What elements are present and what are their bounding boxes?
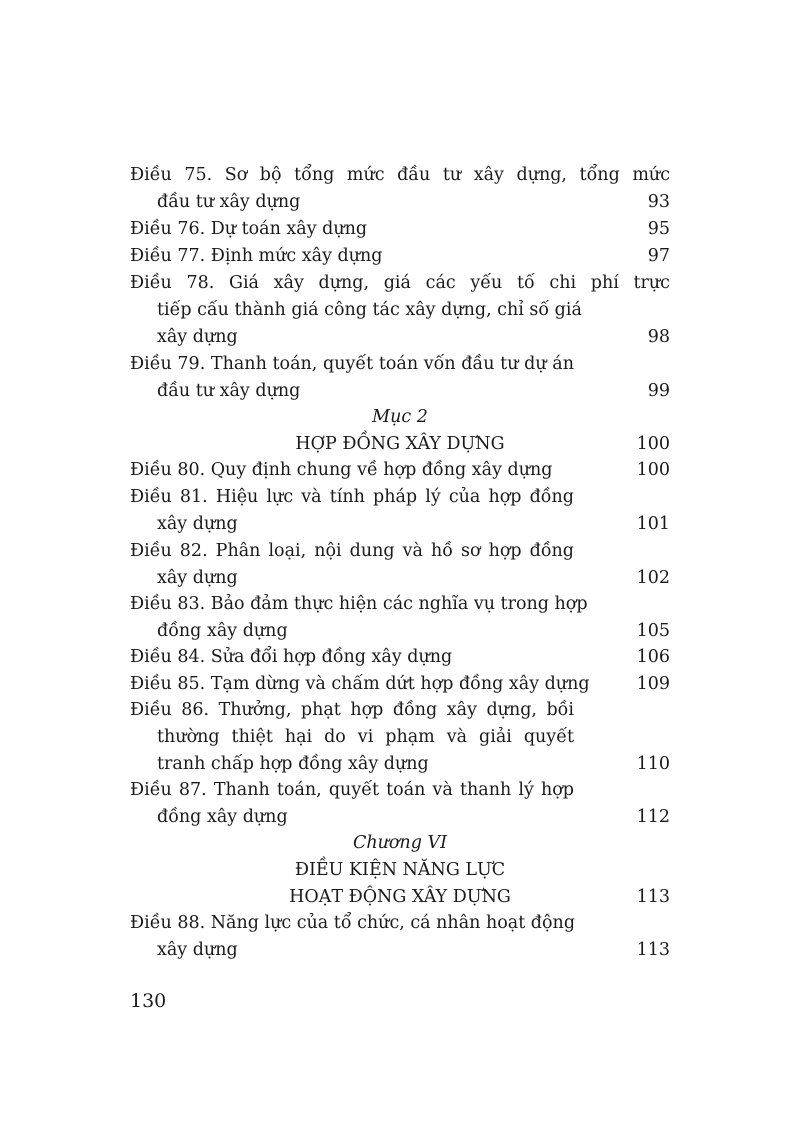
page-number: 97 (647, 246, 670, 266)
toc-entry-79-line-2: đầu tư xây dựng 99 (157, 378, 670, 405)
toc-entry-87-line-1: Điều 87. Thanh toán, quyết toán và thanh lý hợp (130, 780, 574, 800)
page-number: 102 (636, 568, 670, 588)
toc-entry-77: Điều 77. Định mức xây dựng 97 (130, 243, 670, 270)
toc-entry-78-line-1: Điều 78. Giá xây dựng, giá các yếu tố chi phí trực (130, 273, 670, 293)
page-number: 101 (636, 514, 670, 534)
page-number: 113 (636, 887, 670, 907)
page-number: 98 (647, 327, 670, 347)
toc-entry-76: Điều 76. Dự toán xây dựng 95 (130, 216, 670, 243)
toc-entry-88-line-1: Điều 88. Năng lực của tổ chức, cá nhân hoạt động (130, 913, 576, 933)
toc-entry-82-line-1: Điều 82. Phân loại, nội dung và hồ sơ hợp đồng (130, 541, 574, 561)
toc-entry-86-line-3: tranh chấp hợp đồng xây dựng 110 (157, 751, 670, 778)
toc-entry-78-line-3: xây dựng 98 (157, 324, 670, 351)
page-number: 95 (647, 219, 670, 239)
chapter-label: Chương VI (352, 833, 448, 853)
toc-entry-79-line-1: Điều 79. Thanh toán, quyết toán vốn đầu tư dự án (130, 354, 574, 374)
toc-entry-85: Điều 85. Tạm dừng và chấm dứt hợp đồng xây dựng 109 (130, 671, 670, 698)
page-number: 113 (636, 940, 670, 960)
toc-entry-80: Điều 80. Quy định chung về hợp đồng xây dựng 100 (130, 457, 670, 484)
chapter-title-line-2: HOẠT ĐỘNG XÂY DỰNG 113 (130, 884, 670, 911)
toc-entry-78-line-2: tiếp cấu thành giá công tác xây dựng, chỉ số giá (157, 300, 582, 320)
toc-entry-87-line-2: đồng xây dựng 112 (157, 804, 670, 831)
toc-entry-83-line-1: Điều 83. Bảo đảm thực hiện các nghĩa vụ trong hợp (130, 594, 588, 614)
page-number: 99 (647, 381, 670, 401)
toc-entry-84: Điều 84. Sửa đổi hợp đồng xây dựng 106 (130, 644, 670, 671)
toc-entry-82-line-2: xây dựng 102 (157, 565, 670, 592)
page-number: 110 (636, 754, 670, 774)
page-number: 106 (636, 647, 670, 667)
section-title: HỢP ĐỒNG XÂY DỰNG 100 (130, 431, 670, 458)
chapter-title-line-1: ĐIỀU KIỆN NĂNG LỰC (294, 860, 506, 880)
toc-entry-86-line-1: Điều 86. Thưởng, phạt hợp đồng xây dựng, bồi (130, 700, 574, 720)
toc-entry-75-line-2: đầu tư xây dựng 93 (157, 189, 670, 216)
section-label: Mục 2 (372, 407, 428, 427)
page-number: 100 (636, 434, 670, 454)
toc-entry-86-line-2: thường thiệt hại do vi phạm và giải quyết (157, 727, 574, 747)
page-number: 109 (636, 674, 670, 694)
page-number: 93 (647, 192, 670, 212)
toc-entry-81-line-1: Điều 81. Hiệu lực và tính pháp lý của hợp đồng (130, 487, 574, 507)
page-folio: 130 (130, 990, 167, 1012)
page-number: 100 (636, 460, 670, 480)
toc-entry-75-line-1: Điều 75. Sơ bộ tổng mức đầu tư xây dựng, tổng mức (130, 165, 670, 185)
toc-entry-88-line-2: xây dựng 113 (157, 937, 670, 964)
toc-entry-81-line-2: xây dựng 101 (157, 511, 670, 538)
page-number: 105 (636, 621, 670, 641)
page-number: 112 (636, 807, 670, 827)
toc-entry-83-line-2: đồng xây dựng 105 (157, 618, 670, 645)
